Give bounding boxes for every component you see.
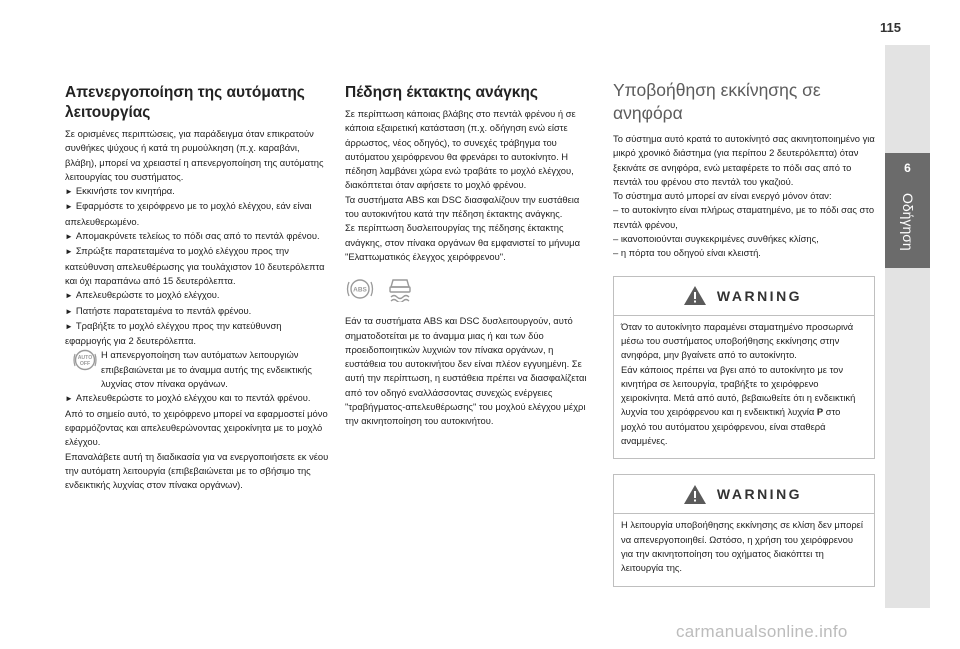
- paragraph-abs-dsc: Τα συστήματα ABS και DSC διασφαλίζουν την ευστάθεια του αυτοκινήτου κατά την πέδηση έκτακτης ανάγκης.: [345, 193, 580, 220]
- arrow-icon: ►: [65, 202, 73, 212]
- chapter-label: Οδήγηση: [900, 193, 916, 251]
- svg-text:ABS: ABS: [353, 286, 367, 294]
- warning-header: [621, 277, 864, 315]
- dsc-warning-icon: [385, 276, 415, 302]
- warning-header: [621, 475, 864, 513]
- warning-box-1: [613, 276, 875, 460]
- arrow-icon: ►: [65, 321, 73, 331]
- arrow-icon: ►: [65, 306, 73, 316]
- paragraph-malfunction: Σε περίπτωση δυσλειτουργίας της πέδησης έκτακτης ανάγκης, στον πίνακα οργάνων θα εμφανιστεί το μήνυμα "Ελαττωματικός έλεγχος χειρόφρενου".: [345, 222, 581, 262]
- condition-item: – ικανοποιούνται συγκεκριμένες συνθήκες κλίσης,: [613, 233, 819, 245]
- arrow-icon: ►: [65, 394, 73, 404]
- section-title-hill-start-assist: Υποβοήθηση εκκίνησης σε ανηφόρα: [613, 80, 821, 123]
- watermark: carmanualsonline.info: [676, 622, 848, 641]
- column-hill-start-assist: [613, 80, 875, 587]
- step-pull-lever: ► Τραβήξτε το μοχλό ελέγχου προς την κατεύθυνση εφαρμογής για 2 δευτερόλεπτα.: [65, 319, 282, 347]
- warning-1-paragraph-2: Εάν κάποιος πρέπει να βγει από το αυτοκίνητο με τον κινητήρα σε λειτουργία, τραβήξτε το χειρόφρενο χειροκίνητα. Μετά από αυτό, βεβαιωθείτε ότι η ενδεικτική λυχνία του χειρόφρενου και η ενδεικτική λυχνία P στο μοχλό του αυτόματου χειρόφρενου, είναι σταθερά αναμμένες.: [621, 363, 856, 447]
- step-apply-parking-brake: ► Εφαρμόστε το χειρόφρενο με το μοχλό ελέγχου, εάν είναι απελευθερωμένο.: [65, 200, 312, 227]
- arrow-icon: ►: [65, 232, 73, 242]
- arrow-icon: ►: [65, 247, 73, 257]
- step-release-all: ► Απελευθερώστε το μοχλό ελέγχου και το πεντάλ φρένου.: [65, 392, 311, 404]
- paragraph-hill-start-intro: Το σύστημα αυτό κρατά το αυτοκίνητό σας ακινητοποιημένο για μικρό χρονικό διάστημα (για περίπου 2 δευτερόλεπτα) όταν ξεκινάτε σε ανηφόρα, ενώ μεταφέρετε το πόδι σας από το πεντάλ του φρένου στο πεντάλ του γκαζιού.: [613, 133, 875, 187]
- step-release-lever: ► Απελευθερώστε το μοχλό ελέγχου.: [65, 289, 220, 301]
- column-emergency-braking: [345, 83, 595, 429]
- step-push-lever: ► Σπρώξτε παρατεταμένα το μοχλό ελέγχου προς την κατεύθυνση απελευθέρωσης για τουλάχιστον 10 δευτερόλεπτα και όχι παραπάνω από 15 δευτερόλεπτα.: [65, 245, 325, 286]
- warning-triangle-icon: [683, 285, 707, 306]
- warning-2-paragraph: Η λειτουργία υποβοήθησης εκκίνησης σε κλίση δεν μπορεί να απενεργοποιηθεί. Ωστόσο, η χρήση του χειρόφρενου για την ακινητοποίηση του οχήματος διακόπτει τη λειτουργία της.: [621, 519, 863, 574]
- paragraph-repeat: Επαναλάβετε αυτή τη διαδικασία για να ενεργοποιήσετε εκ νέου την αυτόματη λειτουργία (επιβεβαιώνεται με το σβήσιμο της ενδεικτικής λυχνίας στον πίνακα οργάνων).: [65, 450, 329, 491]
- arrow-icon: ►: [65, 187, 73, 197]
- condition-item: – η πόρτα του οδηγού είναι κλειστή.: [613, 247, 761, 259]
- warning-title: WARNING: [716, 486, 803, 503]
- step-remove-foot: ► Απομακρύνετε τελείως το πόδι σας από το πεντάλ φρένου.: [65, 230, 320, 242]
- warning-triangle-icon: [683, 484, 707, 505]
- chapter-tab[interactable]: [885, 153, 930, 268]
- side-strip-bottom: [885, 268, 930, 608]
- condition-item: – το αυτοκίνητο είναι πλήρως σταματημένο, με το πόδι σας στο πεντάλ φρένου,: [613, 204, 875, 230]
- paragraph-manual-only: Από το σημείο αυτό, το χειρόφρενο μπορεί να εφαρμοστεί μόνο εφαρμόζοντας και απελευθερώνοντας χειροκίνητα με το μοχλό ελέγχου.: [65, 407, 328, 448]
- section-title-emergency-braking: Πέδηση έκτακτης ανάγκης: [345, 84, 538, 101]
- warning-divider: [614, 315, 874, 316]
- section-title-auto-deactivation: Απενεργοποίηση της αυτόματης λειτουργίας: [65, 84, 305, 121]
- column-auto-deactivation: [65, 83, 330, 492]
- arrow-icon: ►: [65, 291, 73, 301]
- auto-off-warning-icon: [73, 349, 97, 371]
- step-press-brake: ► Πατήστε παρατεταμένα το πεντάλ φρένου.: [65, 304, 252, 316]
- warning-box-2: [613, 474, 875, 586]
- paragraph-hill-start-conditions: Το σύστημα αυτό μπορεί αν είναι ενεργό μόνον όταν:: [613, 190, 832, 202]
- warning-divider: [614, 513, 874, 514]
- side-strip-top: [885, 45, 930, 153]
- warning-icons-row: [345, 276, 595, 302]
- paragraph-abs-dsc-failure: Εάν τα συστήματα ABS και DSC δυσλειτουργούν, αυτό σηματοδοτείται με το άναμμα μιας ή και των δύο προειδοποιητικών λυχνιών τον πίνακα οργάνων, η ευστάθεια του αυτοκινήτου δεν είναι πλέον εγγυημένη. Σε αυτή την περίπτωση, η ευστάθεια πρέπει να διασφαλίζεται από τον οδηγό εναλλάσσοντας συνεχώς ενέργειες "τραβήγματος-απελευθέρωσης" του μοχλού ελέγχου μέχρι την ακινητοποίηση του αυτοκινήτου.: [345, 315, 587, 427]
- warning-1-paragraph-1: Όταν το αυτοκίνητο παραμένει σταματημένο προσωρινά μέσω του συστήματος υποβοήθησης εκκίνησης στην ανηφόρα, μην βγαίνετε από το αυτοκίνητο.: [621, 320, 854, 361]
- warning-title: WARNING: [716, 287, 803, 304]
- auto-off-confirmation: AUTO OFF Η απενεργοποίηση των αυτόματων λειτουργιών επιβεβαιώνεται με το άναμμα αυτής της ενδεικτικής λυχνίας στον πίνακα οργάνων.: [65, 348, 330, 391]
- chapter-number: 6: [904, 161, 911, 175]
- paragraph-emergency-intro: Σε περίπτωση κάποιας βλάβης στο πεντάλ φρένου ή σε κάποια εξαιρετική κατάσταση (π.χ. οδήγηση ενώ είστε άρρωστος, νέος οδηγός), το συνεχές τράβηγμα του αυτόματου χειρόφρενου θα φρενάρει το αυτοκίνητο. Η πέδηση λαμβάνει χώρα ενώ τραβάτε το μοχλό ελέγχου, διακόπτεται όταν αφήσετε το μοχλό φρένου.: [345, 108, 576, 191]
- svg-text:AUTO: AUTO: [77, 355, 93, 362]
- paragraph-intro: Σε ορισμένες περιπτώσεις, για παράδειγμα όταν επικρατούν συνθήκες ψύχους ή κατά τη ρυμούλκηση (π.χ. καραβάνι, βλάβη), μπορεί να χρειαστεί η απενεργοποίηση της αυτόματης λειτουργίας του συστήματος.: [65, 128, 324, 182]
- svg-text:OFF: OFF: [79, 361, 91, 368]
- step-start-engine: ► Εκκινήστε τον κινητήρα.: [65, 185, 175, 197]
- abs-warning-icon: [345, 276, 375, 302]
- page-number: 115: [880, 20, 901, 35]
